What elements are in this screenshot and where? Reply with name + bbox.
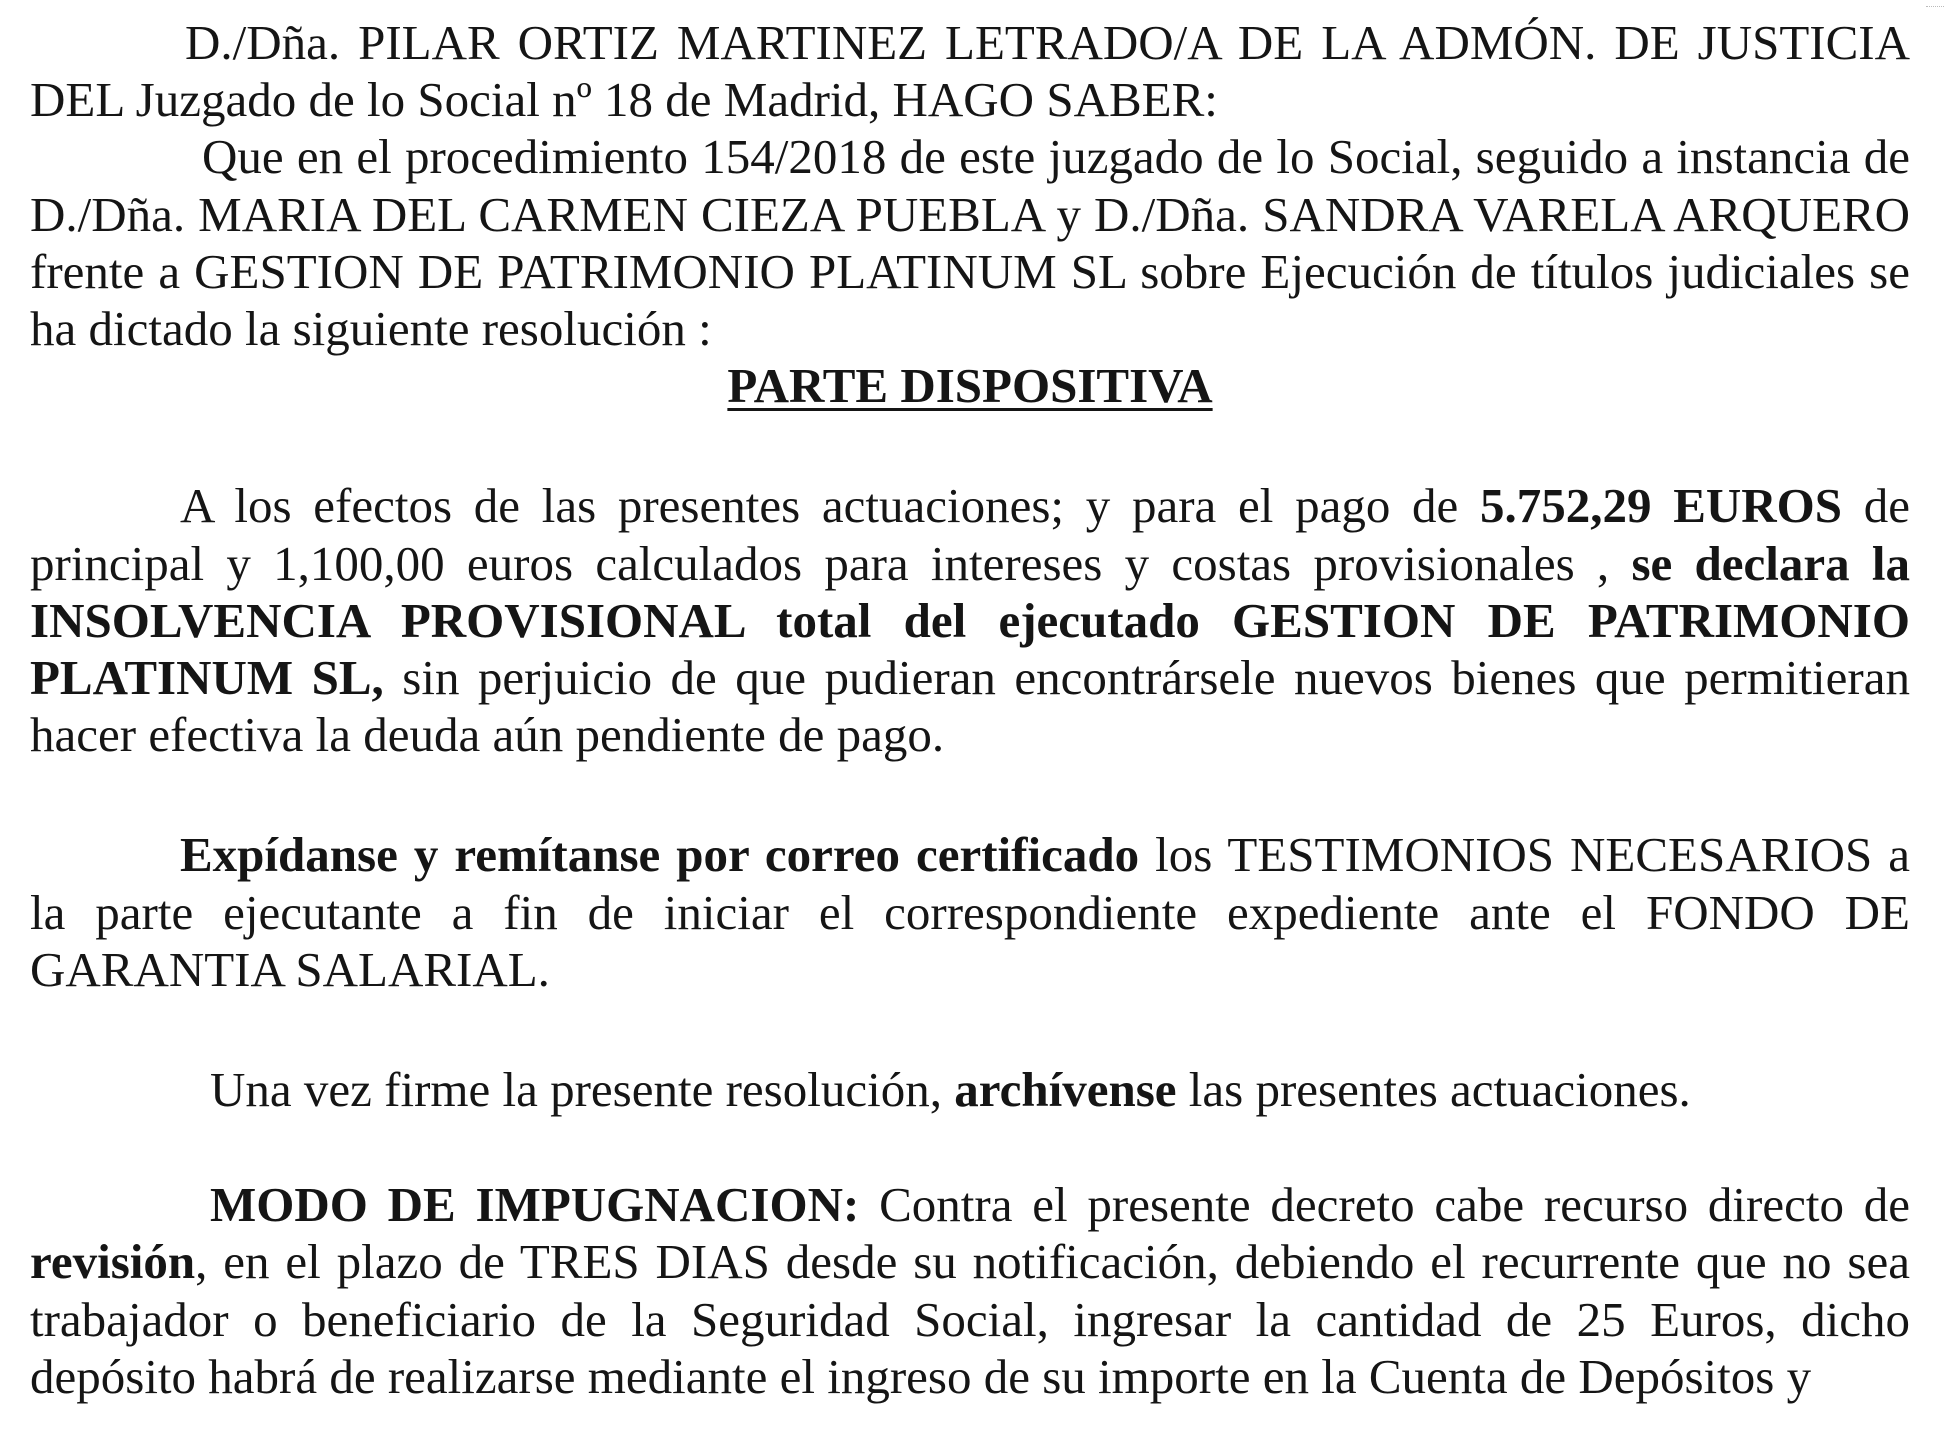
section-heading: PARTE DISPOSITIVA — [727, 358, 1213, 414]
insolvency-text-1: A los efectos de las presentes actuaciones; y para el pago de — [180, 478, 1480, 534]
spacer — [30, 414, 1910, 477]
testimonies-text: los TESTIMONIOS NECESARIOS a la parte ejecutante a fin de iniciar el correspondiente expediente ante el FONDO DE GARANTIA SALARIAL. — [30, 827, 1910, 997]
testimonies-paragraph — [30, 826, 1910, 998]
archive-text-1: Una vez firme la presente resolución, — [210, 1062, 955, 1118]
impugnation-paragraph — [30, 1176, 1910, 1405]
spacer — [30, 763, 1910, 826]
archive-paragraph — [30, 1061, 1910, 1118]
archive-text-2: las presentes actuaciones. — [1176, 1062, 1691, 1118]
procedure-text: Que en el procedimiento 154/2018 de este juzgado de lo Social, seguido a instancia de D./Dña. MARIA DEL CARMEN CIEZA PUEBLA y D./Dña. SANDRA VARELA ARQUERO frente a GESTION DE PATRIMONIO PLATINUM SL sobre Ejecución de títulos judiciales se ha dictado la siguiente resolución : — [30, 129, 1910, 357]
insolvency-text-3: sin perjuicio de que pudieran encontrársele nuevos bienes que permitieran hacer efectiva la deuda aún pendiente de pago. — [30, 650, 1910, 763]
intro-paragraph — [30, 14, 1910, 128]
scan-artifact-mark — [1926, 6, 1944, 9]
spacer — [30, 998, 1910, 1061]
impugnation-label: MODO DE IMPUGNACION: — [210, 1177, 860, 1233]
insolvency-amount: 5.752,29 EUROS — [1480, 478, 1843, 534]
archive-bold: archívense — [954, 1062, 1177, 1118]
insolvency-declaration: se declara la INSOLVENCIA PROVISIONAL total del ejecutado GESTION DE PATRIMONIO PLATINUM SL, — [30, 535, 1910, 706]
insolvency-paragraph — [30, 477, 1910, 763]
impugnation-text-2: , en el plazo de TRES DIAS desde su notificación, debiendo el recurrente que no sea trabajador o beneficiario de la Seguridad Social, ingresar la cantidad de 25 Euros, dicho depósito habrá de realizarse mediante el ingreso de su importe en la Cuenta de Depósitos y — [30, 1234, 1910, 1404]
procedure-paragraph — [30, 128, 1910, 357]
impugnation-text-1: Contra el presente decreto cabe recurso directo de — [859, 1177, 1910, 1233]
impugnation-revision: revisión — [30, 1234, 196, 1290]
spacer — [30, 1118, 1910, 1176]
document-page — [30, 14, 1910, 1405]
heading-line — [30, 357, 1910, 414]
intro-text: D./Dña. PILAR ORTIZ MARTINEZ LETRADO/A DE LA ADMÓN. DE JUSTICIA DEL Juzgado de lo Social nº 18 de Madrid, HAGO SABER: — [30, 15, 1910, 128]
insolvency-text-2: de principal y 1,100,00 euros calculados para intereses y costas provisionales , — [30, 478, 1911, 591]
testimonies-bold: Expídanse y remítanse por correo certificado — [180, 827, 1140, 883]
